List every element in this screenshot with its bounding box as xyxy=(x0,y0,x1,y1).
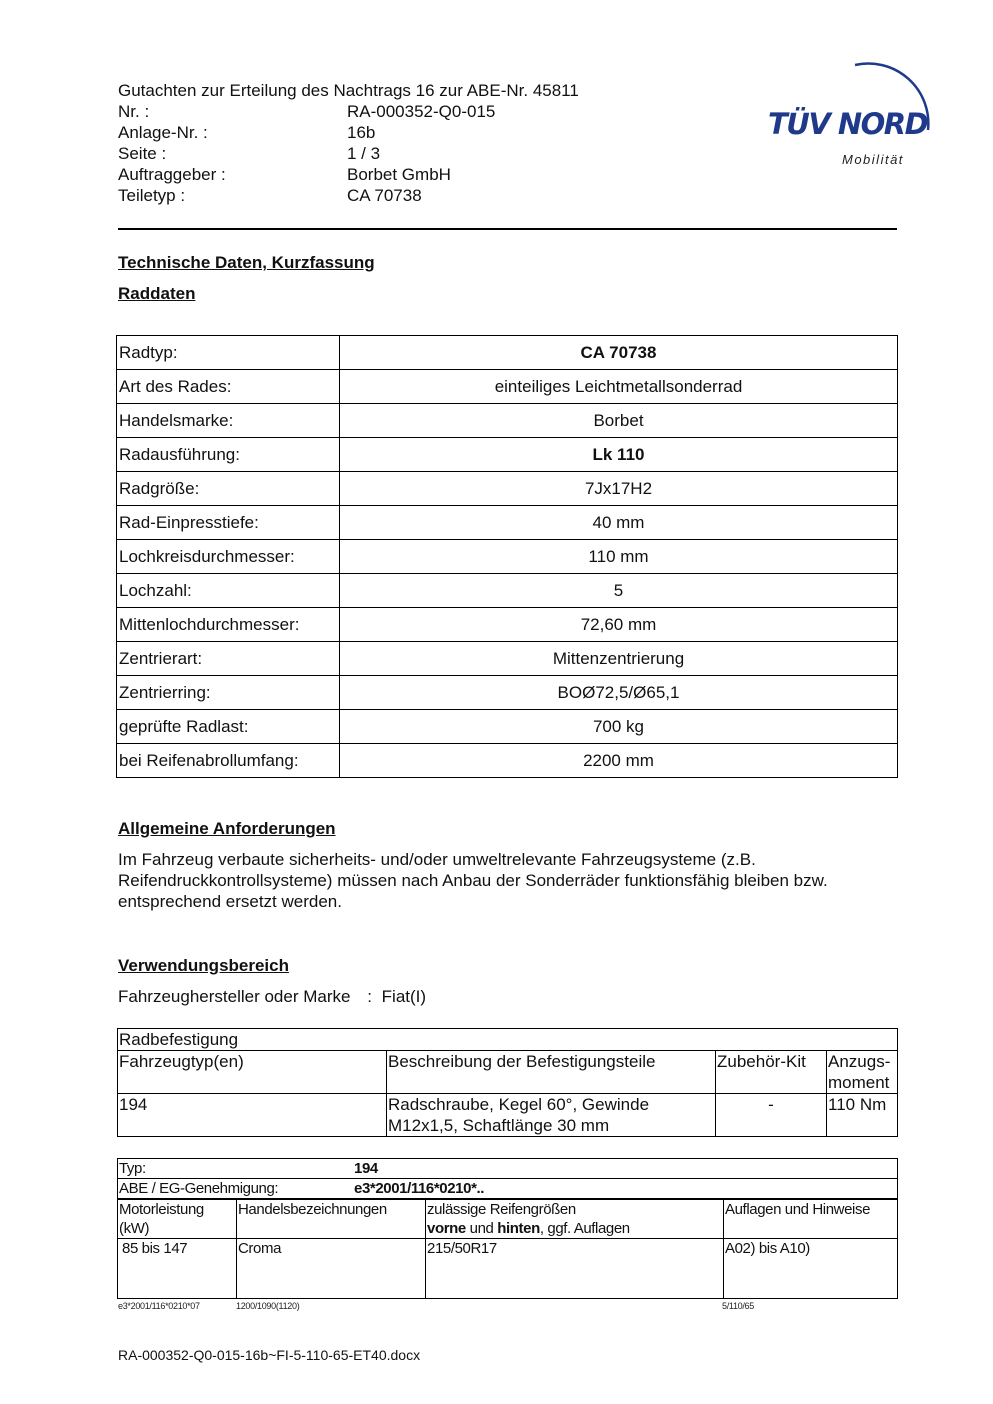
row-label: Lochzahl: xyxy=(117,574,340,608)
table-cell: A02) bis A10) xyxy=(724,1239,898,1299)
row-value: CA 70738 xyxy=(340,336,898,370)
table-cell: 110 Nm xyxy=(827,1094,898,1137)
row-label: Zentrierart: xyxy=(117,642,340,676)
table-row xyxy=(117,574,898,608)
code-dimensions: 1200/1090(1120) xyxy=(236,1301,300,1311)
column-header: Auflagen und Hinweise xyxy=(724,1199,898,1239)
section-heading-verwendung: Verwendungsbereich xyxy=(118,956,289,975)
table-row xyxy=(117,608,898,642)
header-row-nr xyxy=(118,101,579,122)
table-cell: 215/50R17 xyxy=(426,1239,724,1299)
approval-row xyxy=(118,1179,898,1200)
row-value: BOØ72,5/Ø65,1 xyxy=(340,676,898,710)
header-row-teiletyp xyxy=(118,185,579,206)
section-heading-allgemein: Allgemeine Anforderungen xyxy=(118,819,336,838)
manufacturer-separator: : xyxy=(367,987,372,1006)
header-label: Nr. : xyxy=(118,102,150,121)
column-header xyxy=(426,1199,724,1239)
wheel-fastening-table xyxy=(117,1028,898,1137)
table-cell: 194 xyxy=(118,1094,387,1137)
type-label: Typ: xyxy=(119,1160,146,1177)
logo-wordmark: TÜV NORD xyxy=(768,107,928,141)
header-label: Anlage-Nr. : xyxy=(118,123,208,142)
header-divider xyxy=(118,228,897,230)
row-label: Radtyp: xyxy=(117,336,340,370)
tuev-nord-logo xyxy=(760,55,945,175)
row-value: 40 mm xyxy=(340,506,898,540)
row-label: Radausführung: xyxy=(117,438,340,472)
wheel-data-table xyxy=(116,335,898,778)
table-row xyxy=(118,1094,898,1137)
row-label: Handelsmarke: xyxy=(117,404,340,438)
row-value: Lk 110 xyxy=(340,438,898,472)
table-row xyxy=(117,642,898,676)
header-value: RA-000352-Q0-015 xyxy=(347,102,496,121)
column-header-und: und xyxy=(469,1220,494,1237)
table-cell: Croma xyxy=(237,1239,426,1299)
approval-label: ABE / EG-Genehmigung: xyxy=(119,1180,279,1197)
table-header-row xyxy=(118,1199,898,1239)
row-label: Radgröße: xyxy=(117,472,340,506)
table-row xyxy=(118,1029,898,1051)
header-label: Seite : xyxy=(118,144,167,163)
section-heading-raddaten: Raddaten xyxy=(118,284,196,303)
manufacturer-line xyxy=(118,986,426,1007)
table-cell: 85 bis 147 xyxy=(118,1239,237,1299)
approval-value: e3*2001/116*0210*.. xyxy=(354,1180,485,1197)
footer-filename: RA-000352-Q0-015-16b~FI-5-110-65-ET40.docx xyxy=(118,1347,421,1363)
row-value: 110 mm xyxy=(340,540,898,574)
header-value: 1 / 3 xyxy=(347,144,381,163)
column-header-hinten: hinten xyxy=(497,1220,540,1237)
row-value: 72,60 mm xyxy=(340,608,898,642)
header-label: Auftraggeber : xyxy=(118,165,226,184)
code-approval: e3*2001/116*0210*07 xyxy=(118,1301,200,1311)
table-row xyxy=(117,506,898,540)
type-row xyxy=(118,1159,898,1179)
row-value: 5 xyxy=(340,574,898,608)
table-row xyxy=(117,336,898,370)
logo-subtitle: Mobilität xyxy=(842,152,904,167)
document-title: Gutachten zur Erteilung des Nachtrags 16 zur ABE-Nr. 45811 xyxy=(118,81,579,100)
row-label: Rad-Einpresstiefe: xyxy=(117,506,340,540)
row-value: einteiliges Leichtmetallsonderrad xyxy=(340,370,898,404)
row-value: 7Jx17H2 xyxy=(340,472,898,506)
vehicle-type-table xyxy=(117,1158,898,1299)
table-row xyxy=(117,710,898,744)
table-row xyxy=(117,404,898,438)
header-row-seite xyxy=(118,143,579,164)
column-header: Zubehör-Kit xyxy=(716,1051,827,1094)
table-row xyxy=(118,1239,898,1299)
column-header: Motorleistung (kW) xyxy=(118,1199,237,1239)
table-row xyxy=(117,370,898,404)
row-label: geprüfte Radlast: xyxy=(117,710,340,744)
table-row xyxy=(118,1159,898,1179)
table-row xyxy=(117,676,898,710)
column-header: Beschreibung der Befestigungsteile xyxy=(387,1051,716,1094)
table-row xyxy=(117,438,898,472)
document-header xyxy=(118,80,579,206)
header-label: Teiletyp : xyxy=(118,186,186,205)
header-row-anlage xyxy=(118,122,579,143)
column-header: Anzugs-moment xyxy=(827,1051,898,1094)
column-header-line1: zulässige Reifengrößen xyxy=(427,1201,576,1218)
header-value: 16b xyxy=(347,123,376,142)
table-row xyxy=(117,540,898,574)
manufacturer-value: Fiat(I) xyxy=(381,987,427,1006)
table-row xyxy=(117,472,898,506)
table-title: Radbefestigung xyxy=(118,1029,898,1051)
table-cell: - xyxy=(716,1094,827,1137)
table-row xyxy=(118,1179,898,1200)
requirements-paragraph: Im Fahrzeug verbaute sicherheits- und/oder umweltrelevante Fahrzeugsysteme (z.B. Reifendruckkontrollsysteme) müssen nach Anbau der Sonderräder funktionsfähig bleiben bzw. entsprechend ersetzt werden. xyxy=(118,850,828,911)
table-header-row xyxy=(118,1051,898,1094)
column-header-vorne: vorne xyxy=(427,1220,466,1237)
row-label: Art des Rades: xyxy=(117,370,340,404)
table-row xyxy=(117,744,898,778)
column-header: Handelsbezeichnungen xyxy=(237,1199,426,1239)
type-value: 194 xyxy=(354,1160,378,1177)
header-value: CA 70738 xyxy=(347,186,422,205)
row-label: Lochkreisdurchmesser: xyxy=(117,540,340,574)
header-value: Borbet GmbH xyxy=(347,165,451,184)
row-label: Zentrierring: xyxy=(117,676,340,710)
row-label: Mittenlochdurchmesser: xyxy=(117,608,340,642)
row-value: Mittenzentrierung xyxy=(340,642,898,676)
manufacturer-label: Fahrzeughersteller oder Marke xyxy=(118,987,351,1006)
column-header-rest: , ggf. Auflagen xyxy=(539,1220,630,1237)
row-label: bei Reifenabrollumfang: xyxy=(117,744,340,778)
row-value: Borbet xyxy=(340,404,898,438)
table-cell: Radschraube, Kegel 60°, Gewinde M12x1,5, Schaftlänge 30 mm xyxy=(387,1094,716,1137)
row-value: 2200 mm xyxy=(340,744,898,778)
section-heading-technische: Technische Daten, Kurzfassung xyxy=(118,253,375,272)
code-wheel: 5/110/65 xyxy=(722,1301,754,1311)
row-value: 700 kg xyxy=(340,710,898,744)
column-header: Fahrzeugtyp(en) xyxy=(118,1051,387,1094)
header-row-auftraggeber xyxy=(118,164,579,185)
